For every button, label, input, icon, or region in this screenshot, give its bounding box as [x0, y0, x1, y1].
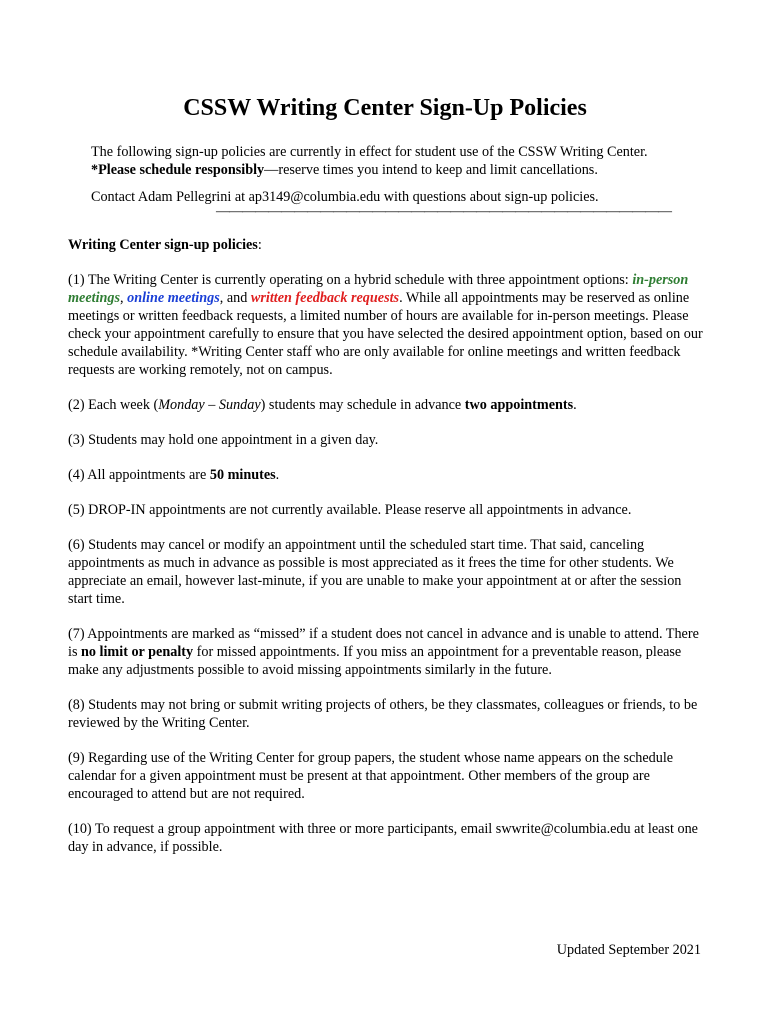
policy-5: (5) DROP-IN appointments are not currently available. Please reserve all appointments in advance.: [68, 502, 632, 518]
policies-heading-colon: :: [257, 237, 262, 253]
divider-line: ———————————————————————————————————: [216, 204, 671, 219]
policy-7-text-a: (7) Appointments are marked as “missed” if a student does not cancel in advance and is unable to attend. There is: [68, 626, 699, 660]
policies-section: [68, 236, 708, 873]
policy-4: [68, 466, 708, 484]
policy-1: [68, 271, 708, 379]
option-online: online meetings: [127, 290, 220, 306]
policy-9: (9) Regarding use of the Writing Center for group papers, the student whose name appears on the schedule calendar for a given appointment must be present at that appointment. Other members of the group are encouraged to attend but are not required.: [68, 750, 674, 802]
page-title: CSSW Writing Center Sign-Up Policies: [183, 95, 587, 121]
policy-7-bold: no limit or penalty: [81, 644, 194, 660]
updated-date: Updated September 2021: [556, 942, 701, 958]
policy-1-text-b: . While all appointments may be reserved as online meetings or written feedback requests, a limited number of hours are available for in-person meetings. Please check your appointment carefully to ensure that you have selected the desired appointment option, based on our schedule availability. *Writing Center staff who are only available for online meetings and written feedback requests are working remotely, not on campus.: [68, 290, 703, 378]
policy-7-text-b: for missed appointments. If you miss an appointment for a preventable reason, please make any adjustments possible to avoid missing appointments similarly in the future.: [68, 644, 682, 678]
policy-2-bold: two appointments: [464, 397, 574, 413]
option-in-person: in-person meetings: [68, 272, 689, 306]
policy-4-text-b: .: [275, 467, 280, 483]
policy-2-text-b: ) students may schedule in advance: [260, 397, 465, 413]
policy-4-bold: 50 minutes: [209, 467, 276, 483]
intro-line: The following sign-up policies are currently in effect for student use of the CSSW Writing Center.: [91, 144, 648, 160]
policy-3: (3) Students may hold one appointment in a given day.: [68, 432, 379, 448]
policy-1-text-a: (1) The Writing Center is currently operating on a hybrid schedule with three appointment options:: [68, 272, 633, 288]
policies-heading-bold: Writing Center sign-up policies: [68, 237, 258, 253]
policy-6: (6) Students may cancel or modify an appointment until the scheduled start time. That said, canceling appointments as much in advance as possible is most appreciated as it frees the time for other students. We appreciate an email, however last-minute, if you are unable to make your appointment at or after the session start time.: [68, 537, 682, 607]
policy-2-text-a: (2) Each week (: [68, 397, 159, 413]
policy-7: [68, 625, 708, 679]
policy-8: (8) Students may not bring or submit writing projects of others, be they classmates, colleagues or friends, to be reviewed by the Writing Center.: [68, 697, 698, 731]
policy-2: [68, 396, 708, 414]
policy-10: (10) To request a group appointment with three or more participants, email swwrite@columbia.edu at least one day in advance, if possible.: [68, 821, 698, 855]
contact-line: Contact Adam Pellegrini at ap3149@columbia.edu with questions about sign-up policies.: [91, 189, 599, 205]
intro-paragraph: [91, 143, 701, 179]
intro-section: [91, 143, 701, 206]
policy-2-text-c: .: [573, 397, 577, 413]
policies-heading: [68, 236, 708, 254]
policy-1-sep-2: , and: [219, 290, 251, 306]
schedule-responsibly-rest: —reserve times you intend to keep and limit cancellations.: [264, 162, 598, 178]
policy-1-sep-1: ,: [120, 290, 128, 306]
policy-4-text-a: (4) All appointments are: [68, 467, 210, 483]
option-written-feedback: written feedback requests: [250, 290, 400, 306]
policy-2-italic: Monday – Sunday: [158, 397, 261, 413]
schedule-responsibly-bold: *Please schedule responsibly: [91, 162, 265, 178]
